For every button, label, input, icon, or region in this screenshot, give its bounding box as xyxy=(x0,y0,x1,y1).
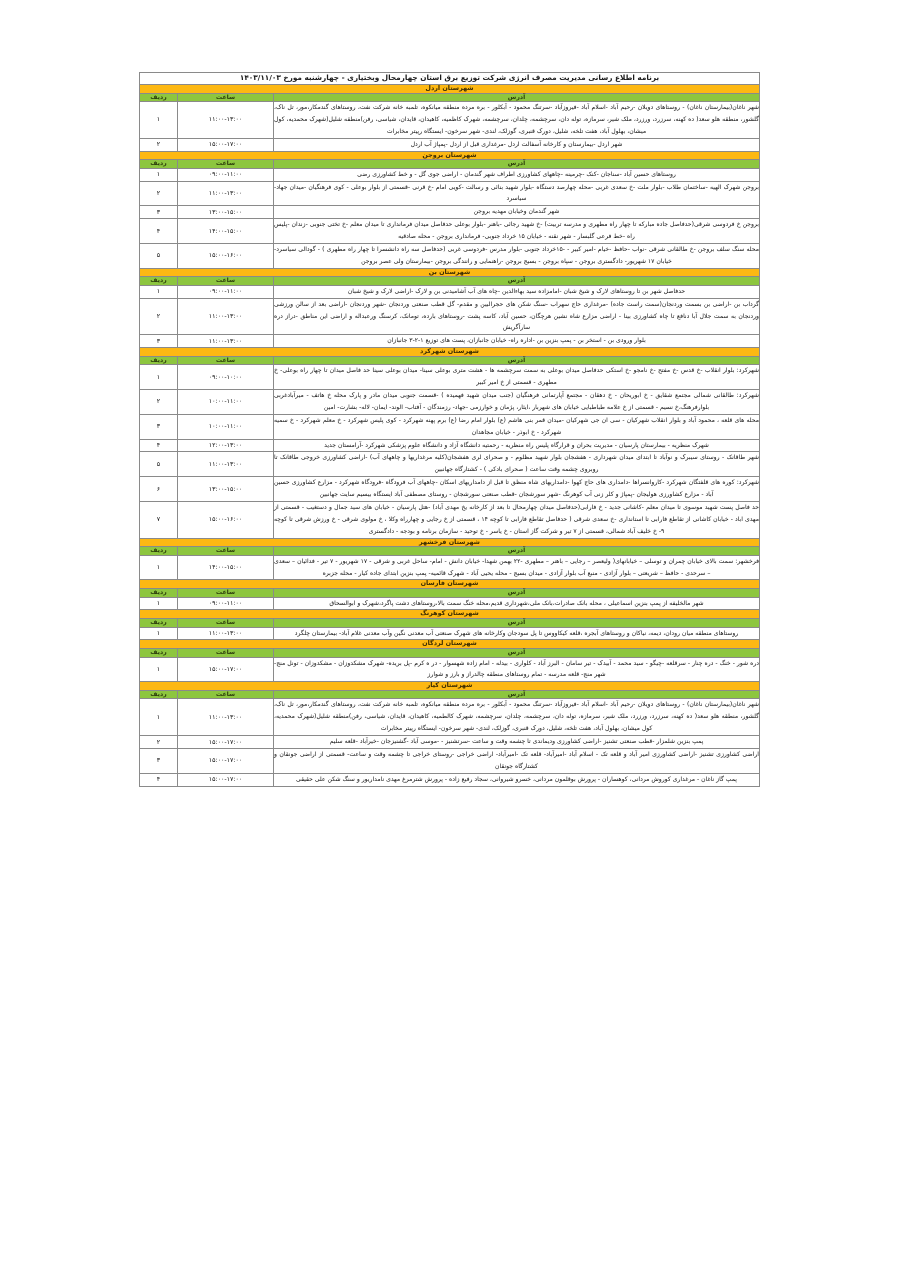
table-row xyxy=(140,298,760,335)
outage-time: ۱۱:۰۰-۱۳:۰۰ xyxy=(178,298,274,335)
city-name-2: شهرستان بن xyxy=(140,268,760,277)
city-banner-row xyxy=(140,682,760,691)
outage-time: ۰۹:۰۰-۱۰:۰۰ xyxy=(178,365,274,390)
row-number: ۴ xyxy=(140,773,178,786)
column-header-row xyxy=(140,93,760,101)
row-number: ۳ xyxy=(140,414,178,439)
column-header-row xyxy=(140,160,760,168)
outage-time: ۱۵:۰۰-۱۷:۰۰ xyxy=(178,736,274,749)
table-row xyxy=(140,243,760,268)
city-banner-row xyxy=(140,151,760,160)
outage-time: ۰۹:۰۰-۱۱:۰۰ xyxy=(178,285,274,298)
column-header-time: ساعت xyxy=(178,547,274,555)
outage-time: ۱۳:۰۰-۱۵:۰۰ xyxy=(178,477,274,502)
row-number: ۱ xyxy=(140,627,178,640)
column-header-address: آدرس xyxy=(274,547,760,555)
outage-address: شهر اردل -بیمارستان و کارخانه آسفالت اردل -مرغداری قبل از اردل -پمپاژ آب اردل xyxy=(274,138,760,151)
table-row xyxy=(140,219,760,244)
row-number: ۲ xyxy=(140,390,178,415)
outage-time: ۱۱:۰۰-۱۳:۰۰ xyxy=(178,452,274,477)
outage-address: محله سنگ سلف بروجن -خ طالقانی شرقی -نواب -حافظ -خیام -امیر کبیر - -۱۵خرداد جنوبی -بلوار مدرس -فردوسی غربی (حدفاصل سه راه دانشسرا تا چهار راه مطهری ) - گودالی سیاسرد- خیابان ۱۷ شهریور- دادگستری بروجن - سپاه بروجن - بسیج بروجن -راهنمایی و رانندگی بروجن -بیمارستان ولی عصر بروجن xyxy=(274,243,760,268)
column-header-rownum: ردیف xyxy=(140,649,178,657)
row-number: ۲ xyxy=(140,298,178,335)
column-header-address: آدرس xyxy=(274,589,760,597)
table-row xyxy=(140,414,760,439)
outage-time: ۱۳:۰۰-۱۵:۰۰ xyxy=(178,206,274,219)
row-number: ۵ xyxy=(140,243,178,268)
outage-address: فرخشهر: سمت بالای خیابان چمران و توسلی – خیابانهای( ولیعصر – رجایی – باهنر – مطهری -۲۲ بهمن شهدا- خیابان دانش - امام- ساحل غربی و شرقی - ۱۷ شهریور - ۷ تیر - فدائیان – سعدی – سرحدی - حافظ – شریعتی – بلوار آزادی - منبع آب بلوار آزادی - میدان بسیج - محله یحیی آباد - شهرک قائمیه- پمپ بنزین ابتدای جاده کیار - محله جزبره xyxy=(274,555,760,580)
outage-address: شهر ناغان(بیمارستان ناغان) - روستاهای دویلان -رحیم آباد -اسلام آباد -فیروزآباد -سرتنگ محمود - آبکلور - بره مرده منطقه میانکوه، تلمبه خانه شرکت نفت، روستاهای گندمکار،مور، تل ناک، گلشور، منطقه هلو سعد( ده کهنه، سرزرد، ورزرد، ملک شیر، سرمازه، توله دان، سرچشمه، چلدان، سرچشمه، شهرک کالطمیه، کاهیدان، قایدان، شیاسی، رفن)منطقه شلیل(شهرک محمدیه، کول میشان، بهلول آباد، هفت تلخه، شلیل، دورک قنبری، گوزلک، لندی- شهر سرخون- ایستگاه رپیتر مخابرات xyxy=(274,699,760,736)
table-row xyxy=(140,102,760,139)
row-number: ۱ xyxy=(140,102,178,139)
row-number: ۲ xyxy=(140,181,178,206)
column-header-address: آدرس xyxy=(274,356,760,364)
row-number: ۴ xyxy=(140,439,178,452)
outage-time: ۰۹:۰۰-۱۱:۰۰ xyxy=(178,168,274,181)
table-row xyxy=(140,439,760,452)
outage-time: ۱۵:۰۰-۱۷:۰۰ xyxy=(178,748,274,773)
column-header-rownum: ردیف xyxy=(140,160,178,168)
outage-address: بروجن شهرک الهیه -ساختمان طلاب -بلوار ملت -خ سعدی غربی -محله چهارصد دستگاه -بلوار شهید بنائی و رسالت -کویی امام -خ قرنی -قسمتی از بلوار بوعلی - کوی فرهنگیان -میدان جهاد- سیاسرد xyxy=(274,181,760,206)
city-banner-row xyxy=(140,268,760,277)
document-title-row xyxy=(140,73,760,85)
table-row xyxy=(140,452,760,477)
outage-time: ۱۵:۰۰-۱۷:۰۰ xyxy=(178,773,274,786)
city-name-7: شهرستان لردگان xyxy=(140,640,760,649)
column-header-time: ساعت xyxy=(178,160,274,168)
column-header-row xyxy=(140,649,760,657)
outage-time: ۱۰:۰۰-۱۱:۰۰ xyxy=(178,390,274,415)
row-number: ۱ xyxy=(140,657,178,682)
outage-address: شهر گندمان وخیابان مهدیه بروجن xyxy=(274,206,760,219)
outage-time: ۱۴:۰۰-۱۵:۰۰ xyxy=(178,555,274,580)
table-row xyxy=(140,206,760,219)
column-header-rownum: ردیف xyxy=(140,691,178,699)
column-header-time: ساعت xyxy=(178,691,274,699)
outage-address: محله های قلعه ، محمود آباد و بلوار انقلاب شهرکیان - سی ان جی شهرکیان -میدان قمر بنی هاشم (ع) بلوار امام رضا (ع) برم پهنه شهرکرد - کوی پلیس شهرکرد - خ معلم شهرکرد - خ سمیه شهرکرد - خ ابوذر - خیابان مجاهدان xyxy=(274,414,760,439)
city-banner-row xyxy=(140,640,760,649)
row-number: ۱ xyxy=(140,285,178,298)
row-number: ۲ xyxy=(140,736,178,749)
outage-time: ۱۱:۰۰-۱۳:۰۰ xyxy=(178,699,274,736)
outage-time: ۱۱:۰۰-۱۳:۰۰ xyxy=(178,102,274,139)
row-number: ۳ xyxy=(140,748,178,773)
table-row xyxy=(140,736,760,749)
city-name-0: شهرستان اردل xyxy=(140,84,760,93)
row-number: ۱ xyxy=(140,168,178,181)
city-name-1: شهرستان بروجن xyxy=(140,151,760,160)
table-row xyxy=(140,285,760,298)
column-header-address: آدرس xyxy=(274,691,760,699)
column-header-address: آدرس xyxy=(274,619,760,627)
outage-time: ۰۹:۰۰-۱۱:۰۰ xyxy=(178,597,274,610)
city-banner-row xyxy=(140,348,760,357)
outage-time: ۱۵:۰۰-۱۶:۰۰ xyxy=(178,243,274,268)
table-row xyxy=(140,168,760,181)
column-header-time: ساعت xyxy=(178,277,274,285)
row-number: ۵ xyxy=(140,452,178,477)
outage-time: ۱۴:۰۰-۱۵:۰۰ xyxy=(178,219,274,244)
outage-time: ۱۵:۰۰-۱۷:۰۰ xyxy=(178,657,274,682)
outage-address: روستاهای حسین آباد -سناجان -کنک -چرمینه -چاههای کشاورزی اطراف شهر گندمان - اراضی جوی گل - و خط کشاورزی رضی xyxy=(274,168,760,181)
city-name-4: شهرستان فرخشهر xyxy=(140,538,760,547)
city-name-6: شهرستان کوهرنگ xyxy=(140,610,760,619)
column-header-row xyxy=(140,619,760,627)
outage-time: ۱۱:۰۰-۱۳:۰۰ xyxy=(178,335,274,348)
outage-time: ۱۰:۰۰-۱۱:۰۰ xyxy=(178,414,274,439)
row-number: ۲ xyxy=(140,138,178,151)
column-header-rownum: ردیف xyxy=(140,619,178,627)
row-number: ۷ xyxy=(140,501,178,538)
column-header-time: ساعت xyxy=(178,589,274,597)
outage-address: اراضی کشاورزی تشنیز -اراضی کشاورزی امیر آباد و قلعه تک - اسلام آباد -امیرآباد- قلعه تک -امیرآباد- اراضی خراجی -روستای خراجی تا چشمه وقت و ساعت- قسمتی از اراضی جونقان و کشتارگاه جونقان xyxy=(274,748,760,773)
table-row xyxy=(140,773,760,786)
column-header-time: ساعت xyxy=(178,93,274,101)
outage-schedule-table xyxy=(139,72,760,787)
city-banner-row xyxy=(140,538,760,547)
column-header-address: آدرس xyxy=(274,93,760,101)
column-header-row xyxy=(140,691,760,699)
table-row xyxy=(140,501,760,538)
outage-address: شهر مالخلیفه از پمپ بنزین اسماعیلی ، محله بانک صادرات،بانک ملی،شهرداری قدیم،محله خنگ سمت بالا،روستاهای دشت پاگرد،شهرک و ابوالسحاق xyxy=(274,597,760,610)
row-number: ۱ xyxy=(140,597,178,610)
row-number: ۱ xyxy=(140,699,178,736)
city-name-5: شهرستان فارسان xyxy=(140,580,760,589)
row-number: ۳ xyxy=(140,335,178,348)
city-banner-row xyxy=(140,580,760,589)
outage-address: شهرکرد: طالقانی شمالی مجتمع شقایق - خ ابوریحان - خ دهقان - مجتمع آپارتمانی فرهنگیان (جنب میدان شهید فهمیده ) -قسمت جنوبی میدان مادر و پارک محله خ هاتف - میرآبادغربی بلوارفرهنگ،خ نسیم - قسمتی از خ علامه طباطبایی خیابان های شهربار ،ایثار، پژمان و خوارزمی -جهاد- رزمندگان - آفتاب- الوند- ایمان- لاله- بشارت- امین xyxy=(274,390,760,415)
outage-address: دره شور - خنگ - دره چنار - سرقلعه -چیگو - سید محمد - آبیدک - تیر سامان - البرز آباد - کلواری - بیدله - امام زاده شهسوار - در ه کرم -پل بریده- شهرک مشکدوزان - مشکدوزان - تونل منج- شهر منج- قلعه مدرسه - تمام روستاهای منطقه چالدراز و بارز و شوارز xyxy=(274,657,760,682)
table-row xyxy=(140,335,760,348)
table-row xyxy=(140,138,760,151)
city-name-8: شهرستان کیار xyxy=(140,682,760,691)
column-header-rownum: ردیف xyxy=(140,277,178,285)
outage-address: بروجن خ فردوسی شرقی(حدفاصل جاده مبارکه تا چهار راه مطهری و مدرسه تربیت) -خ شهید رجائی -باهنر -بلوار بوعلی حدفاصل میدان فرمانداری تا میدان معلم -خ تختی جنوبی -زندان -پلیس راه -خط فرعی گلبسار - شهر نقنه - خیابان ۱۵ خرداد جنوبی- فرمانداری بروجن - محله صادقیه xyxy=(274,219,760,244)
column-header-rownum: ردیف xyxy=(140,589,178,597)
row-number: ۴ xyxy=(140,219,178,244)
column-header-row xyxy=(140,589,760,597)
table-row xyxy=(140,699,760,736)
page-title: برنامه اطلاع رسانی مدیریت مصرف انرژی شرکت توزیع برق استان چهارمحال وبختیاری - چهارشنبه مورخ ۱۴۰۳/۱۱/۰۳ xyxy=(140,73,760,85)
table-row xyxy=(140,555,760,580)
outage-address: شهر ناغان(بیمارستان ناغان) - روستاهای دویلان -رحیم آباد -اسلام آباد -فیروزآباد -سرتنگ محمود - آبکلور - بره مرده منطقه میانکوه، تلمبه خانه شرکت نفت، روستاهای گندمکار،مور، تل ناک، گلشور، منطقه هلو سعد( ده کهنه، سرزرد، ورزرد، ملک شیر، سرمازه، توله دان، سرچشمه، چلدان، سرچشمه، شهرک کاظمیه، کاهیدان، قایدان، شیاسی، رفن)منطقه شلیل(شهرک محمدیه، کول میشان، بهلول آباد، هفت تلخه، شلیل، دورک قنبری، گوزلک، لندی- شهر سرخون- ایستگاه رپیتر مخابرات xyxy=(274,102,760,139)
column-header-time: ساعت xyxy=(178,649,274,657)
outage-time: ۱۵:۰۰-۱۶:۰۰ xyxy=(178,501,274,538)
column-header-time: ساعت xyxy=(178,356,274,364)
table-row xyxy=(140,748,760,773)
city-banner-row xyxy=(140,84,760,93)
outage-time: ۱۵:۰۰-۱۷:۰۰ xyxy=(178,138,274,151)
outage-address: شهرک منظریه - بیمارستان پارسیان - مدیریت بحران و قرارگاه پلیس راه منظریه - رحمتیه دانشگاه آزاد و دانشگاه علوم پزشکی شهرکرد -آرامستان جدید xyxy=(274,439,760,452)
column-header-rownum: ردیف xyxy=(140,547,178,555)
table-row xyxy=(140,365,760,390)
row-number: ۱ xyxy=(140,555,178,580)
column-header-row xyxy=(140,356,760,364)
row-number: ۶ xyxy=(140,477,178,502)
table-row xyxy=(140,627,760,640)
outage-address: حد فاصل پست شهید موسوی تا میدان معلم -کاشانی جدید - خ فارابی(حدفاصل میدان چهارمحال تا بعد از کارخانه یخ مهدی آباد) -هتل پارسیان - خیابان های سید جمال و دستغیب - قسمتی از مهدی اباد - خیابان کاشانی از تقاطع فارابی تا استانداری -خ سعدی شرقی ( حدفاصل تقاطع فارابی تا کوچه ۱۴ ، قسمتی از خ رجایی و چهارراه وکلا ، خ مولوی شرقی - خ ورزش شرقی تا کوچه ۹- خ خلیف آباد شمالی، قسمتی از ۷ تیر و شرکت گاز استان - خ یاسر - خ توحید - سازمان برنامه و بودجه - دادگستری xyxy=(274,501,760,538)
column-header-row xyxy=(140,277,760,285)
column-header-rownum: ردیف xyxy=(140,356,178,364)
column-header-row xyxy=(140,547,760,555)
outage-time: ۱۲:۰۰-۱۳:۰۰ xyxy=(178,439,274,452)
outage-address: پمپ بنزین شلمزار -قطب صنعتی تشنیز -اراضی کشاورزی ودیماندی تا چشمه وقت و ساعت -سرتشنیز - -موسی آباد -گشنیزجان -خیرآباد -قلعه سلیم xyxy=(274,736,760,749)
outage-time: ۱۱:۰۰-۱۳:۰۰ xyxy=(178,627,274,640)
column-header-address: آدرس xyxy=(274,277,760,285)
table-row xyxy=(140,477,760,502)
column-header-time: ساعت xyxy=(178,619,274,627)
outage-address: بلوار ورودی بن - استخر بن - پمپ بنزین بن -اداره راه- خیابان جانبازان، پست های توزیع ۱-۲-۳ جانبازان xyxy=(274,335,760,348)
table-row xyxy=(140,597,760,610)
column-header-address: آدرس xyxy=(274,649,760,657)
outage-address: روستاهای منطقه میان رودان، دیمه، نیاکان و روستاهای آبجره ،قلعه کیکاووس تا پل سودجان وکارخانه های شهرک صنعتی آب معدنی نگین وآب معدنی غلام آباد- بیمارستان چلگرد xyxy=(274,627,760,640)
outage-time: ۱۱:۰۰-۱۳:۰۰ xyxy=(178,181,274,206)
outage-address: پمپ گاز ناغان - مرغداری کوروش مردانی، کوهساران - پرورش بوقلمون مردانی، خسرو شیروانی، سجاد رفیع زاده - پرورش شترمرغ مهدی نامداریور و سنگ شکن علی حقیقی xyxy=(274,773,760,786)
outage-address: شهر طاقانک - روستای سیبرک و نوآباد تا ابتدای میدان شهرداری - هفشجان بلوار شهید مظلوم - و صحرای لری هفشجان(کلیه مرغداریها و چاههای آب) -اراضی کشاورزی خروجی طاقانک تا روبروی چشمه وقت ساعت ( صحرای بادکی ) - کشتارگاه جهانبین xyxy=(274,452,760,477)
outage-address: شهرکرد: بلوار انقلاب -خ قدس -خ مفتح -خ نامجو -خ استکی حدفاصل میدان بوعلی به سمت سرچشمه ها - هشت متری بوعلی سینا- میدان بوعلی سینا حد فاصل میدان تا چهار راه بوعلی- خ مطهری - قسمتی از خ امیر کبیر xyxy=(274,365,760,390)
table-row xyxy=(140,390,760,415)
row-number: ۱ xyxy=(140,365,178,390)
table-row xyxy=(140,657,760,682)
city-name-3: شهرستان شهرکرد xyxy=(140,348,760,357)
column-header-rownum: ردیف xyxy=(140,93,178,101)
column-header-address: آدرس xyxy=(274,160,760,168)
row-number: ۳ xyxy=(140,206,178,219)
city-banner-row xyxy=(140,610,760,619)
outage-address: شهرکرد: کوره های قلفتگان شهرکرد -کاروانسراها -دامداری های حاج کهوا -دامداریهای شاه منظق تا قبل از دامداریهای اسکان -چاههای آب فرودگاه -فرودگاه شهرکرد - مزارع کشاورزی حسین آباد - مزارع کشاورزی هولیجان -پمپاژ و کلر زنی آب کوهرنگ -شهر سورشجان -قطب صنعتی سورشجان - روستای مصطفی آباد ایستگاه بیسیم سایت جهانبین xyxy=(274,477,760,502)
outage-address: حدفاصل شهر بن تا روستاهای لارک و شیخ شبان -امامزاده سید بهاءالدین -چاه های آب آشامیدنی بن و لارک -اراضی لارک و شیخ شبان xyxy=(274,285,760,298)
table-row xyxy=(140,181,760,206)
outage-address: گرداب بن -اراضی بن بسمت وردنجان(سمت راست جاده) -مرغداری حاج سهراب -سنگ شکن های حجرالبین و مقدم- گل قطب صنعتی وردنجان -شهر وردنجان -اراضی بعد از سالن ورزشی وردنجان به سمت جلال آبا دنافع تا چاه کشاورزی بینا - اراضی مزارع شاه نشین هرچگان، حسین آباد، کاسه پشت -روستاهای بارده، تومانک، کرسنگ ورعبداله و اراضی این مناطق -دراز دره سارآگریش xyxy=(274,298,760,335)
